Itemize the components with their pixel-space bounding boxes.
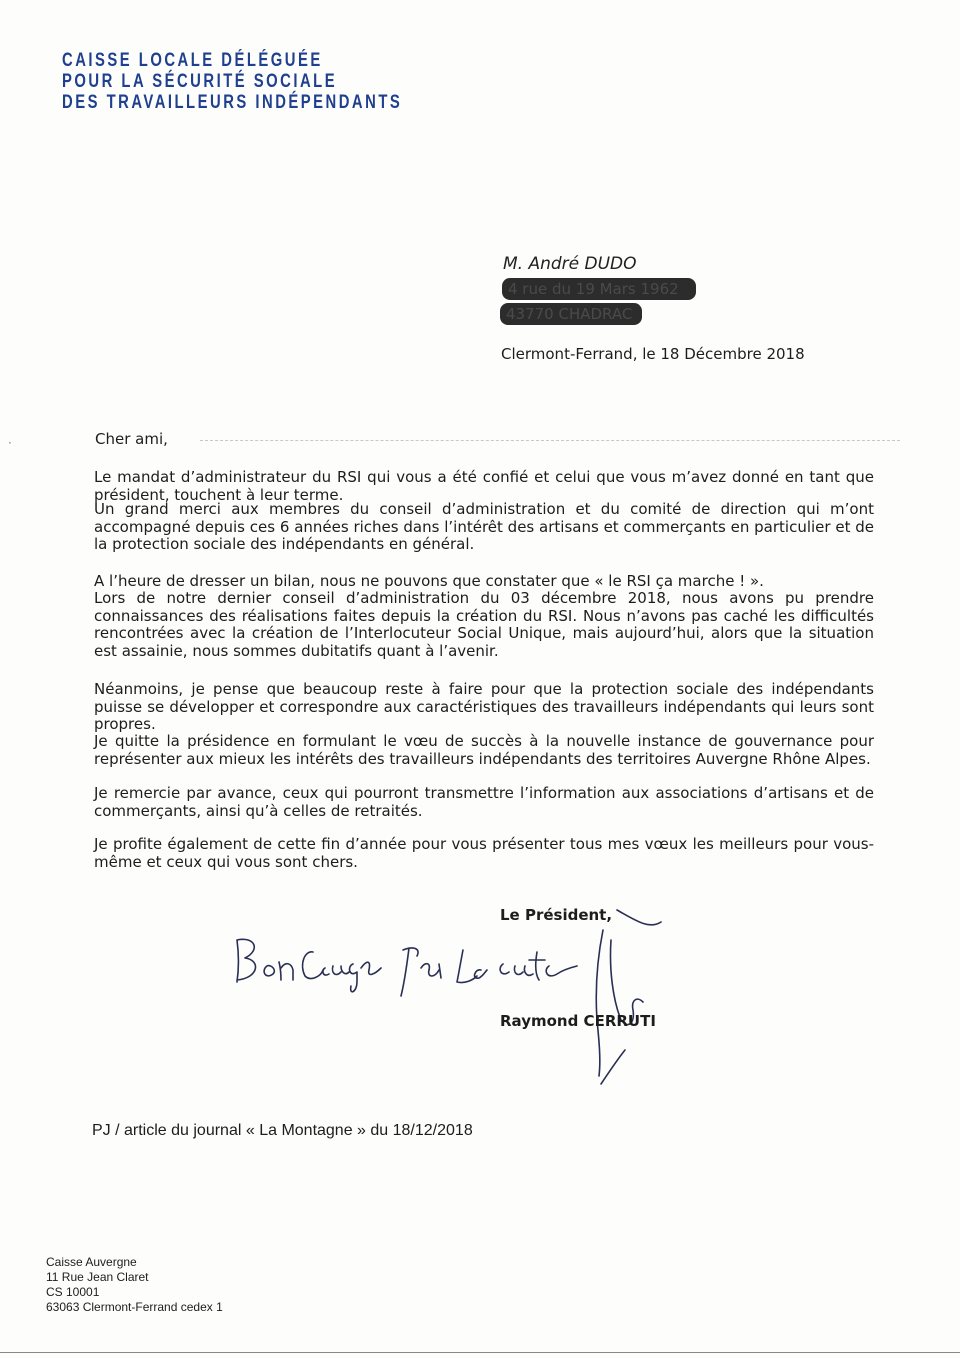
paragraph-leaving-presidency: Je quitte la présidence en formulant le vœu de succès à la nouvelle instance de gouvernance pour représenter aux mieux les intérêts des travailleurs indépendants des territoires Auvergne Rhône Alpes. [94,732,874,768]
letterhead-line-1: CAISSE LOCALE DÉLÉGUÉE [62,50,323,71]
redacted-address-line-1: 4 rue du 19 Mars 1962 [502,278,696,300]
address-line-3: CS 10001 [46,1285,100,1299]
paragraph-wishes: Je profite également de cette fin d’année pour vous présenter tous mes vœux les meilleurs pour vous-même et ceux qui vous sont chers. [94,835,874,871]
signatory-name: Raymond CERRUTI [500,1012,656,1030]
scan-artifact-line [200,440,900,442]
address-line-1: Caisse Auvergne [46,1255,137,1269]
place-and-date: Clermont-Ferrand, le 18 Décembre 2018 [501,345,805,363]
address-line-2: 11 Rue Jean Claret [46,1270,149,1284]
organization-letterhead [62,50,402,113]
paragraph-nevertheless: Néanmoins, je pense que beaucoup reste à faire pour que la protection sociale des indépendants puisse se développer et correspondre aux caractéristiques des travailleurs indépendants qui leurs sont propres. [94,680,874,733]
paragraph-thanks-in-advance: Je remercie par avance, ceux qui pourront transmettre l’information aux associations d’artisans et de commerçants, ainsi qu’à celles de retraités. [94,784,874,820]
redacted-address-line-2: 43770 CHADRAC [500,303,642,325]
signatory-title: Le Président, [500,906,613,924]
attachment-note: PJ / article du journal « La Montagne » du 18/12/2018 [92,1122,473,1139]
address-line-4: 63063 Clermont-Ferrand cedex 1 [46,1300,223,1314]
letterhead-line-3: DES TRAVAILLEURS INDÉPENDANTS [62,92,403,113]
recipient-name: M. André DUDO [503,254,637,274]
paragraph-mandate: Le mandat d’administrateur du RSI qui vous a été confié et celui que vous m’avez donné en tant que président, touchent à leur terme. [94,468,874,504]
footer-address [46,1255,223,1315]
paragraph-last-board: Lors de notre dernier conseil d’administration du 03 décembre 2018, nous avons pu prendre connaissances des réalisations faites depuis la création du RSI. Nous n’avons pas caché les difficultés rencontrées avec la création de l’Interlocuteur Social Unique, mais aujourd’hui, alors que la situation est assainie, nous sommes dubitatifs quant à l’avenir. [94,589,874,660]
paragraph-assessment: A l’heure de dresser un bilan, nous ne pouvons que constater que « le RSI ça marche ! ». [94,572,764,590]
handwritten-signature [225,900,685,1090]
scan-artifact: · [8,436,12,450]
paragraph-thanks: Un grand merci aux membres du conseil d’administration et du comité de direction qui m’ont accompagné depuis ces 6 années riches dans l’intérêt des artisans et commerçants en particulier et de la protection sociale des indépendants en général. [94,500,874,553]
scan-bottom-edge [0,1352,960,1353]
letterhead-line-2: POUR LA SÉCURITÉ SOCIALE [62,71,338,92]
salutation: Cher ami, [95,430,168,448]
